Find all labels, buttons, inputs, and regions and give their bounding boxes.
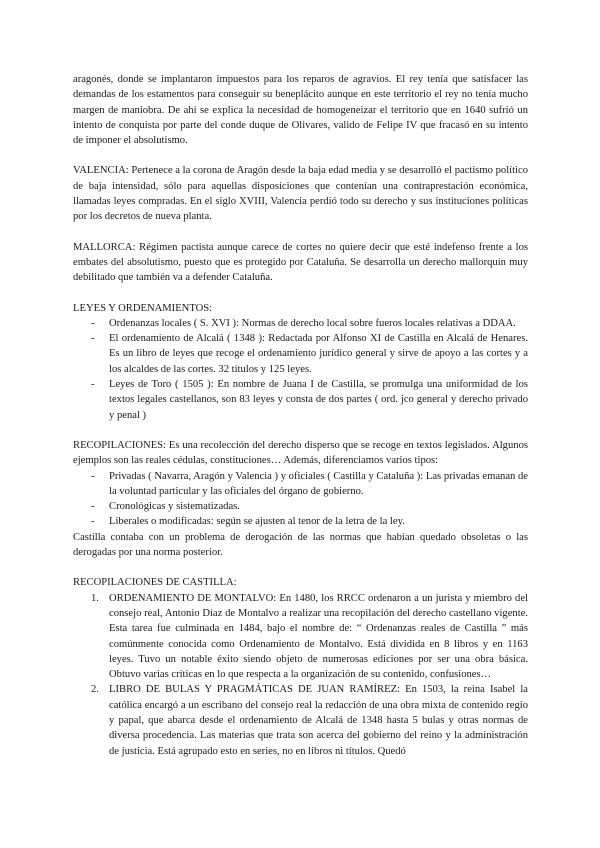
leyes-heading: LEYES Y ORDENAMIENTOS: (73, 302, 213, 314)
list-item (73, 682, 528, 758)
mallorca-paragraph: MALLORCA: Régimen pactista aunque carece de cortes no quiere decir que esté indefenso frente a los embates del absolutismo, puesto que es protegido por Cataluña. Se desarrolla un derecho mallorquín muy debilitado que también va a defender Cataluña. (73, 241, 528, 284)
paragraph-gap (73, 423, 528, 438)
item-text: LIBRO DE BULAS Y PRAGMÁTICAS DE JUAN RAMÍREZ: En 1503, la reina Isabel la católica encargó a un escribano del consejo real la redacción de una obra mixta de contenido regio y papal, que abarca desde el ordenamiento de Alcalá de 1348 hasta 5 bulas y otras normas de diversa procedencia. Las materias que trata son acerca del gobierno del reino y la administración de justicia. Está agrupado esto en series, no en libros ni títulos. Quedó (109, 684, 528, 757)
item-number: 2. (91, 684, 99, 696)
recopilaciones-closing: Castilla contaba con un problema de derogación de las normas que habían quedado obsoletas o las derogadas por una norma posterior. (73, 531, 528, 559)
list-item: - El ordenamiento de Alcalá ( 1348 ): Redactada por Alfonso XI de Castilla en Alcalá de Henares. Es un libro de leyes que recoge el ordenamiento jurídico general y sirve de apoyo a las cortes y a los alcaldes de las cortes. 32 títulos y 125 leyes. (73, 331, 528, 377)
list-item: - Leyes de Toro ( 1505 ): En nombre de Juana I de Castilla, se promulga una uniformidad de los textos legales castellanos, son 83 leyes y consta de dos partes ( ord. jco general y derecho privado y penal ) (73, 377, 528, 423)
recopilaciones-list (73, 469, 528, 530)
item-text: ORDENAMIENTO DE MONTALVO: En 1480, los RRCC ordenaron a un jurista y miembro del consejo real, Antonio Díaz de Montalvo a realizar una recopilación del derecho castellano vigente. Esta tarea fue culminada en 1484, bajo el nombre de: “ Ordenanzas reales de Castilla ” más comúnmente conocida como Ordenamiento de Montalvo. Está dividida en 8 libros y en 1163 leyes. Tuvo un notable éxito siendo objeto de numerosas ediciones por ser una obra básica. Obtuvo varias críticas en lo que respecta a la organización de su contenido, confusiones… (109, 592, 528, 681)
list-item: - Liberales o modificadas: según se ajusten al tenor de la letra de la ley. (73, 514, 528, 529)
valencia-paragraph: VALENCIA: Pertenece a la corona de Aragón desde la baja edad media y se desarrolló el pactismo político de baja intensidad, sólo para aquellas disposiciones que contenían una contraprestación económica, llamadas leyes compradas. En el siglo XVIII, Valencia perdió todo su derecho y sus instituciones políticas por los decretos de nueva planta. (73, 165, 528, 223)
castilla-list (73, 591, 528, 759)
list-item: - Ordenanzas locales ( S. XVI ): Normas de derecho local sobre fueros locales relativas a DDAA. (73, 316, 528, 331)
paragraph-gap (73, 148, 528, 163)
intro-paragraph: aragonés, donde se implantaron impuestos para los reparos de agravios. El rey tenía que satisfacer las demandas de los estamentos para conseguir su beneplácito aunque en este territorio el rey no tenía mucho margen de maniobra. De ahí se explica la necesidad de homogeneizar el territorio que en 1640 sufrió un intento de conquista por parte del conde duque de Olivares, valido de Felipe IV que fracasó en su intento de imponer el absolutismo. (73, 74, 528, 147)
leyes-list (73, 316, 528, 423)
paragraph-gap (73, 286, 528, 301)
list-item: - Privadas ( Navarra, Aragón y Valencia ) y oficiales ( Castilla y Cataluña ): Las privadas emanan de la voluntad particular y las oficiales del órgano de gobierno. (73, 469, 528, 500)
list-item (73, 591, 528, 683)
paragraph-gap (73, 225, 528, 240)
list-item: - Cronológicas y sistematizadas. (73, 499, 528, 514)
recopilaciones-intro: RECOPILACIONES: Es una recolección del derecho disperso que se recoge en textos legislados. Algunos ejemplos son las reales cédulas, constituciones… Además, diferenciamos varios tipos: (73, 439, 528, 467)
paragraph-gap (73, 560, 528, 575)
item-number: 1. (91, 592, 99, 604)
castilla-heading: RECOPILACIONES DE CASTILLA: (73, 577, 237, 589)
